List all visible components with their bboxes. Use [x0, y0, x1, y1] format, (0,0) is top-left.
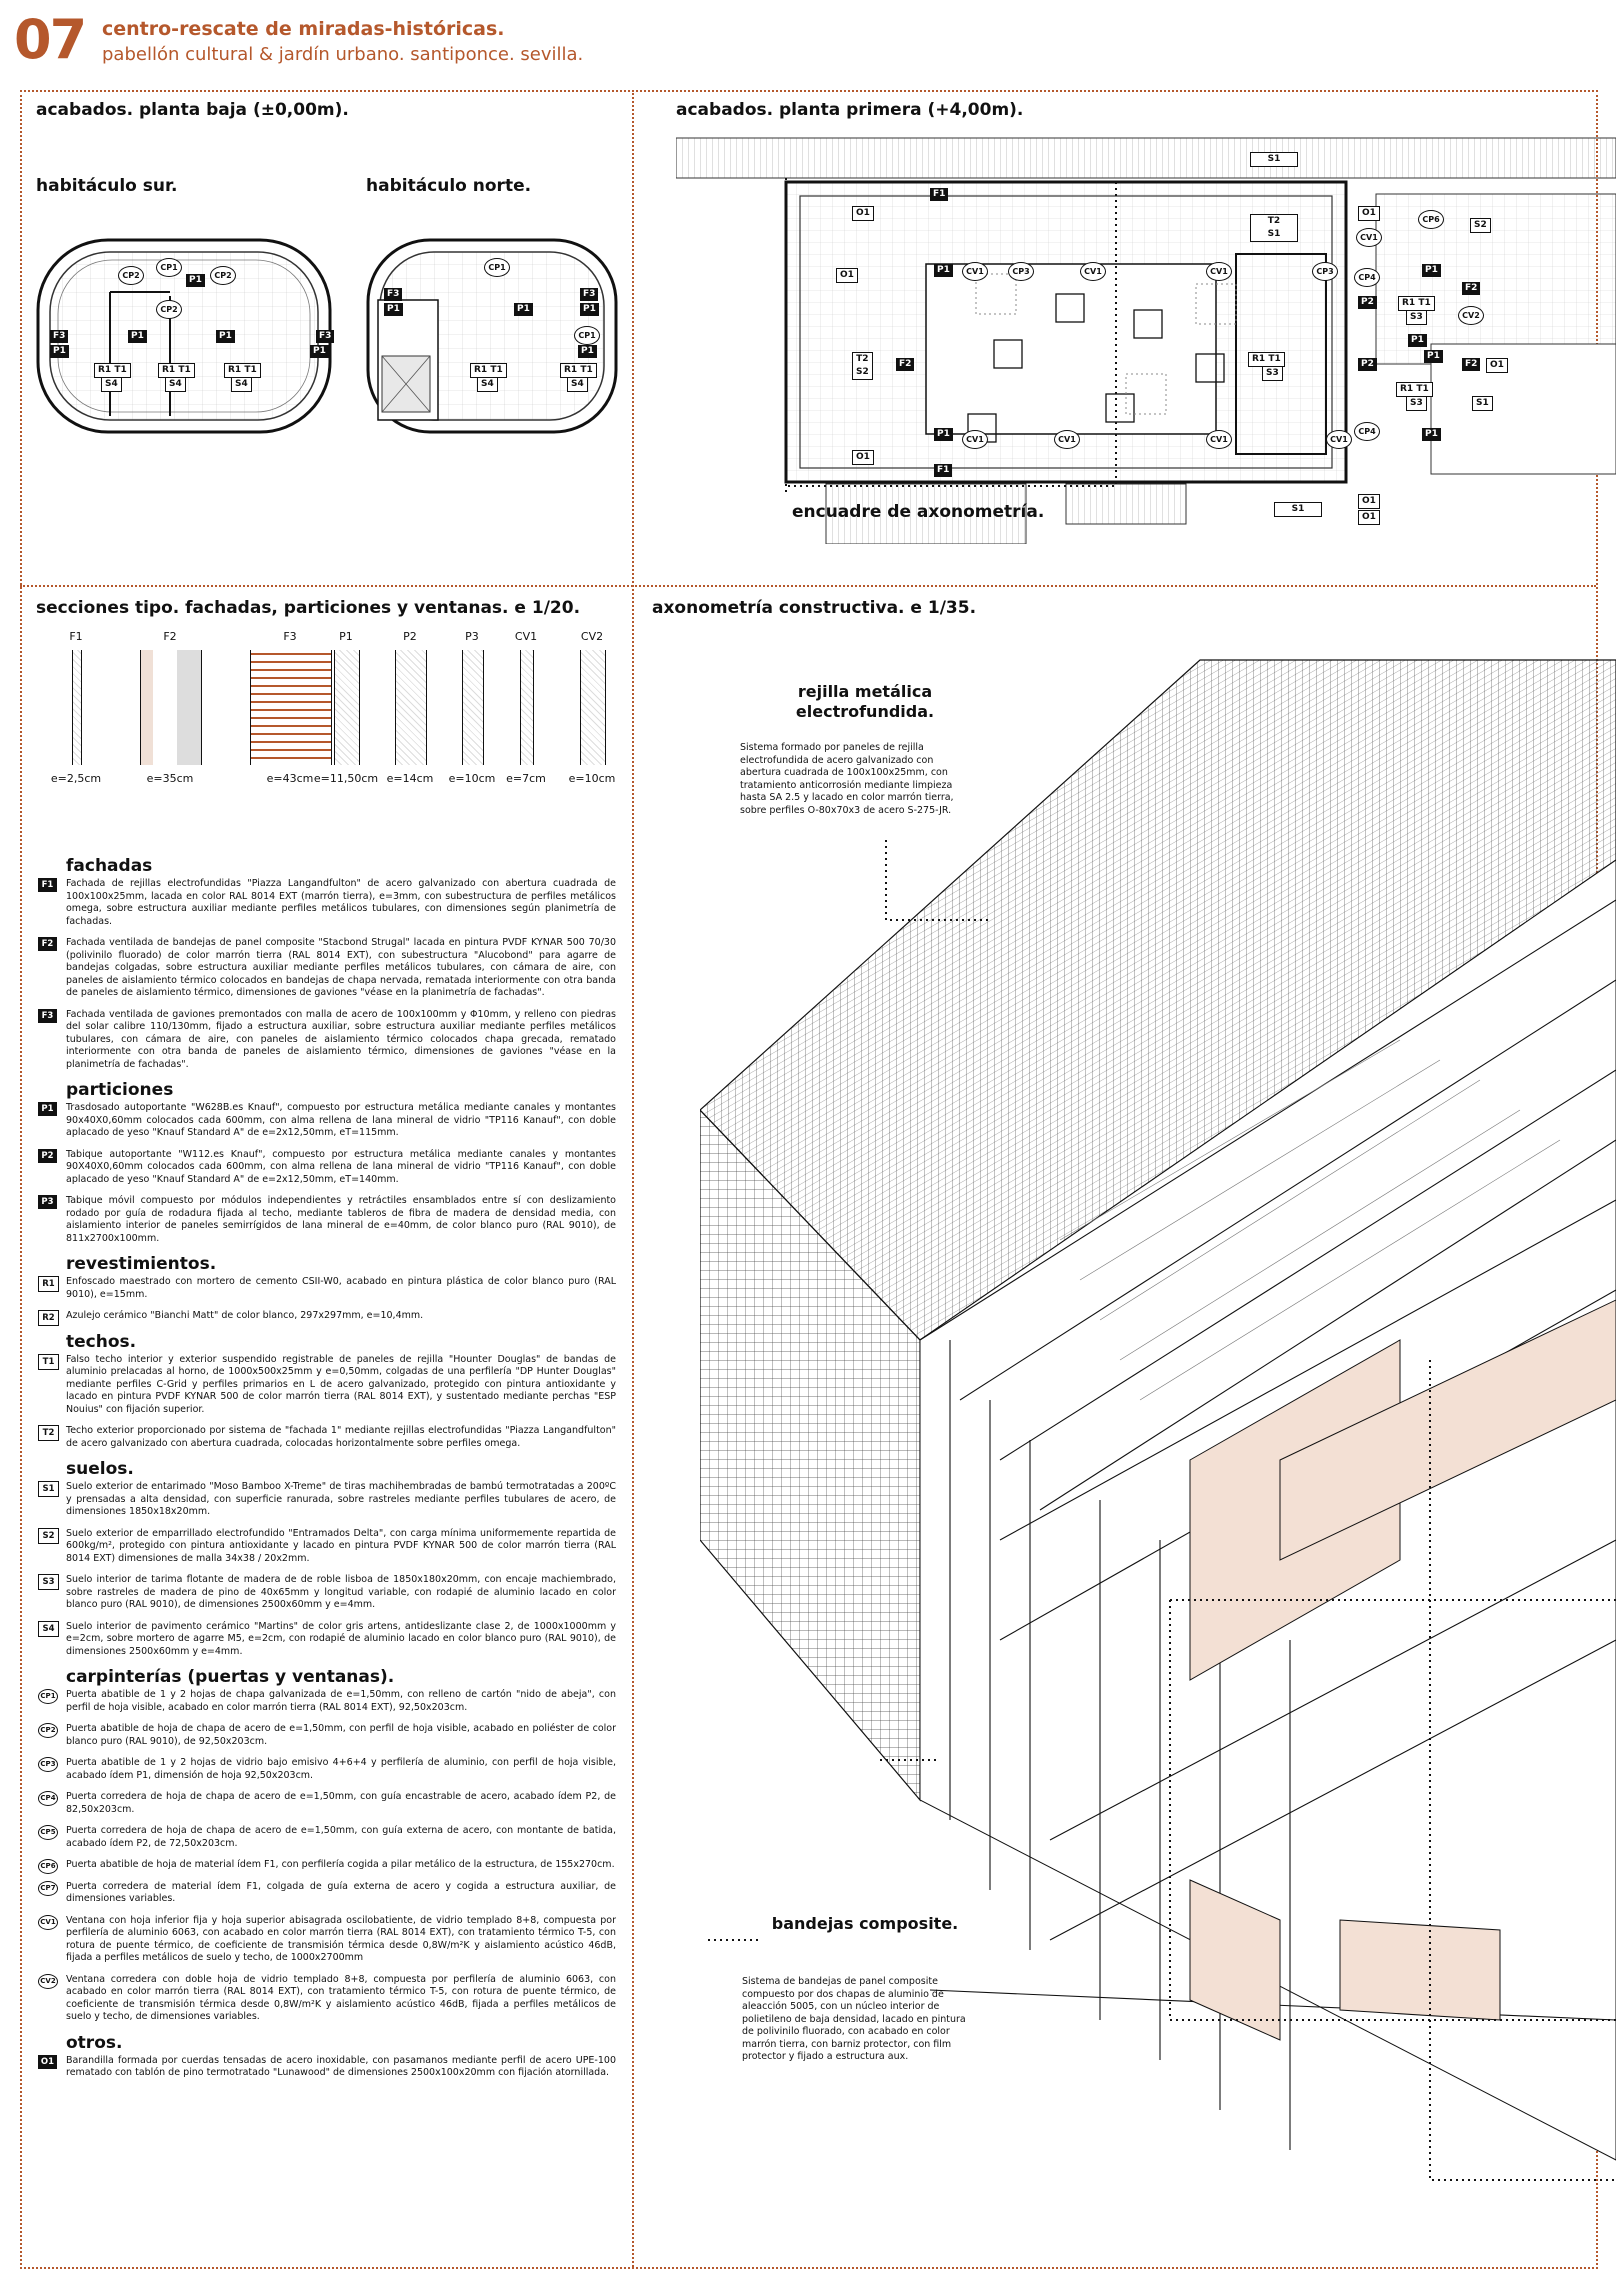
- section-thickness: e=10cm: [568, 772, 616, 785]
- tag-s3: S3: [1262, 366, 1283, 381]
- first-floor-plan: [676, 134, 1616, 544]
- tag-cv2: CV2: [1458, 306, 1484, 325]
- tag-f3: F3: [50, 330, 68, 343]
- tag-p1: P1: [1408, 334, 1427, 347]
- tag-cv1: CV1: [1206, 430, 1232, 449]
- legend-code: F1: [38, 878, 57, 892]
- tag-r1-t1: R1 T1: [1248, 352, 1285, 367]
- tag-s3: S3: [1406, 310, 1427, 325]
- tag-t2-s2: T2 S2: [852, 352, 873, 380]
- legend-text: Puerta corredera de hoja de chapa de acero de e=1,50mm, con guía encastrable de acero, acabado ídem P2, de 82,50x203cm.: [66, 1791, 616, 1815]
- legend-code: S4: [38, 1621, 59, 1637]
- south-room-title: habitáculo sur.: [36, 176, 178, 196]
- tag-cp1: CP1: [574, 326, 600, 345]
- section-drawing-p3: [462, 650, 484, 765]
- legend-text: Techo exterior proporcionado por sistema de "fachada 1" mediante rejillas electrofundidas "Piazza Langandfulton" de acero galvanizado con abertura cuadrada, colocadas horizontalmente sobre perfiles omega.: [66, 1425, 616, 1449]
- legend-item: [38, 1723, 616, 1748]
- tag-p1: P1: [1422, 264, 1441, 277]
- tag-cp3: CP3: [1008, 262, 1034, 281]
- tag-s1: S1: [1250, 152, 1298, 167]
- legend-text: Puerta abatible de hoja de chapa de acero de e=1,50mm, con perfil de hoja visible, acabado en poliéster de color blanco puro (RAL 9010), de 92,50x203cm.: [66, 1723, 616, 1747]
- section-code-p1: P1: [339, 630, 353, 643]
- legend-item: [38, 1825, 616, 1850]
- tag-p1: P1: [514, 303, 533, 316]
- legend-text: Puerta corredera de material ídem F1, colgada de guía externa de acero y cogida a estructura auxiliar, de dimensiones variables.: [66, 1880, 616, 1904]
- legend-text: Enfoscado maestrado con mortero de cemento CSII-W0, acabado en pintura plástica de color blanco puro (RAL 9010), e=15mm.: [66, 1276, 616, 1300]
- tag-cp4: CP4: [1354, 268, 1380, 287]
- legend-code: CP6: [38, 1859, 58, 1874]
- section-code-cv2: CV2: [580, 630, 604, 643]
- tag-f3: F3: [316, 330, 334, 343]
- tag-cp2: CP2: [156, 300, 182, 319]
- section-code-cv1: CV1: [514, 630, 538, 643]
- section-drawing-p1: [334, 650, 360, 765]
- section-code-f1: F1: [69, 630, 83, 643]
- tag-cp1: CP1: [484, 258, 510, 277]
- legend-text: Trasdosado autoportante "W628B.es Knauf", compuesto por estructura metálica mediante canales y montantes 90x40X0,60mm colocados cada 600mm, con alma rellena de lana mineral de vidrio "TP116 Kanauf", con doble aplacado de yeso "Knauf Standard A" de e=2x12,50mm, eT=115mm.: [66, 1102, 616, 1138]
- legend-code: O1: [38, 2055, 57, 2069]
- tag-o1: O1: [852, 206, 874, 221]
- callout-composite-text: Sistema de bandejas de panel composite compuesto por dos chapas de aluminio de aleacción 5005, con un núcleo interior de polietileno de baja densidad, lacado en pintura de polivinilo fluorado, con acabado en color marrón tierra, con barniz protector, con film protector y fijado a estructura aux.: [742, 1976, 966, 2062]
- tag-cv1: CV1: [962, 262, 988, 281]
- legend-item: [38, 1621, 616, 1659]
- section-thickness: e=14cm: [386, 772, 434, 785]
- legend-heading: particiones: [66, 1080, 174, 1100]
- ground-plan-title: acabados. planta baja (±0,00m).: [36, 100, 349, 120]
- legend-text: Puerta abatible de 1 y 2 hojas de chapa galvanizada de e=1,50mm, con relleno de cartón "nido de abeja", con perfil de hoja visible, acabado en color marrón tierra (RAL 8014 EXT), 92,50x203cm.: [66, 1689, 616, 1713]
- legend-text: Suelo interior de tarima flotante de madera de de roble lisboa de 1850x180x20mm, con encaje machiembrado, sobre rastreles de madera de pino de 40x65mm y longitud variable, con rodapié de aluminio lacado en color blanco puro (RAL 9010), de dimensiones 2500x60mm y e=4mm.: [66, 1574, 616, 1610]
- tag-p1: P1: [216, 330, 235, 343]
- section-code-p2: P2: [403, 630, 417, 643]
- legend-text: Suelo exterior de entarimado "Moso Bamboo X-Treme" de tiras machihembradas de bambú termotratadas a 200ºC y prensadas a alta densidad, con superficie ranurada, sobre rastreles mediante perfiles tubulares de acero, de dimensiones 1850x18x20mm.: [66, 1481, 616, 1517]
- legend-heading: techos.: [66, 1331, 137, 1352]
- tag-cv1: CV1: [1080, 262, 1106, 281]
- legend-heading: fachadas: [66, 856, 153, 876]
- tag-p1: P1: [128, 330, 147, 343]
- legend-code: S2: [38, 1528, 59, 1544]
- legend-code: F3: [38, 1009, 57, 1023]
- callout-composite-title: bandejas composite.: [771, 1914, 959, 1933]
- tag-o1: O1: [1358, 494, 1380, 509]
- tag-s3: S3: [1406, 396, 1427, 411]
- section-thickness: e=7cm: [506, 772, 546, 785]
- legend-code: CP3: [38, 1757, 58, 1772]
- legend-text: Fachada de rejillas electrofundidas "Piazza Langandfulton" de acero galvanizado con abertura cuadrada de 100x100x25mm, lacada en color RAL 8014 EXT (marrón tierra), e=3mm, con subestructura de perfiles metálicos omega, sobre estructura auxiliar mediante perfiles metálicos tubulares, con dimensiones según planimetría de fachadas.: [66, 878, 616, 927]
- section-code-p3: P3: [465, 630, 479, 643]
- north-room-title: habitáculo norte.: [366, 176, 532, 196]
- legend-text: Tabique autoportante "W112.es Knauf", compuesto por estructura metálica mediante canales y montantes 90X40X0,60mm colocados cada 600mm, con alma rellena de lana mineral de vidrio "TP116 Kanauf", con doble aplacado de yeso "Knauf Standard A" de e=2x12,50mm, eT=140mm.: [66, 1148, 616, 1185]
- tag-f2: F2: [1462, 282, 1480, 295]
- legend-code: R1: [38, 1276, 59, 1292]
- vertical-divider: [632, 90, 634, 2267]
- tag-s4: S4: [477, 377, 498, 392]
- tag-o1: O1: [836, 268, 858, 283]
- legend-item: [38, 1974, 616, 2024]
- tag-p1: P1: [186, 274, 205, 287]
- legend-code: T2: [38, 1425, 59, 1441]
- tag-s4: S4: [231, 377, 252, 392]
- legend-text: Ventana con hoja inferior fija y hoja superior abisagrada oscilobatiente, de vidrio templado 8+8, compuesta por perfilería de aluminio 6063, con acabado en color marrón tierra (RAL 8014 EXT), con tratamiento térmico T-5, con rotura de puente térmico, de coeficiente de transmisión térmica desde 0,8W/m²K y aislamiento acústico 46dB, fijada a perfiles metálicos de suelo y techo, de 1000x2700mm: [66, 1914, 616, 1963]
- tag-o1: O1: [852, 450, 874, 465]
- legend-text: Fachada ventilada de gaviones premontados con malla de acero de 100x100mm y Φ10mm, y relleno con piedras del solar calibre 110/130mm, fijado a estructura auxiliar, sobre estructura auxiliar mediante perfiles metálicos tubulares, con cámara de aire, con paneles de aislamiento térmico colocados chapa grecada, rematado interiormente con otra banda de paneles de aislamiento térmico, dimensiones de gaviones "véase en la planimetría de fachadas".: [66, 1008, 616, 1070]
- section-thickness: e=43cm: [266, 772, 314, 785]
- axonometry-title: axonometría constructiva. e 1/35.: [652, 598, 977, 618]
- legend-item: [38, 1574, 616, 1612]
- section-code-f2: F2: [163, 630, 177, 643]
- legend-item: [38, 937, 616, 1000]
- horizontal-divider: [20, 585, 1596, 587]
- tag-s1: S1: [1472, 396, 1493, 411]
- tag-cp3: CP3: [1312, 262, 1338, 281]
- legend-item: [38, 1528, 616, 1566]
- legend-code: CP7: [38, 1881, 58, 1896]
- legend-item: [38, 1102, 616, 1140]
- tag-o1: O1: [1358, 206, 1380, 221]
- legend-item: [38, 1859, 616, 1872]
- sections-title: secciones tipo. fachadas, particiones y ventanas. e 1/20.: [36, 598, 581, 618]
- legend-text: Tabique móvil compuesto por módulos independientes y retráctiles ensamblados entre sí con deslizamiento rodado por guía de rodadura fijada al techo, mediante tableros de fibra de madera de densidad media, con aislamiento interior de paneles semirrígidos de lana mineral de e=40mm, de color blanco puro (RAL 9010), de 811x2700x100mm.: [66, 1195, 616, 1244]
- legend-item: [38, 2055, 616, 2080]
- section-drawing-cv2: [580, 650, 606, 765]
- axonometry-frame-label: encuadre de axonometría.: [792, 502, 1045, 522]
- tag-f3: F3: [384, 288, 402, 301]
- first-plan-title: acabados. planta primera (+4,00m).: [676, 100, 1024, 120]
- tag-s4: S4: [567, 377, 588, 392]
- tag-r1-t1: R1 T1: [1398, 296, 1435, 311]
- sheet-number: 07: [14, 8, 86, 71]
- section-thickness: e=35cm: [146, 772, 194, 785]
- tag-s2: S2: [1470, 218, 1491, 233]
- legend-item: [38, 1689, 616, 1714]
- legend-item: [38, 1195, 616, 1245]
- legend-text: Barandilla formada por cuerdas tensadas de acero inoxidable, con pasamanos mediante perfil de acero UPE-100 rematado con tablón de pino termotratado "Lunawood" de dimensiones 2500x100x20mm con fijación atornillada.: [66, 2054, 616, 2078]
- tag-cp6: CP6: [1418, 210, 1444, 229]
- tag-cv1: CV1: [962, 430, 988, 449]
- section-thickness: e=2,5cm: [50, 772, 102, 785]
- legend-code: F2: [38, 937, 57, 951]
- legend-code: P1: [38, 1102, 57, 1116]
- tag-o1: O1: [1358, 510, 1380, 525]
- tag-cp4: CP4: [1354, 422, 1380, 441]
- legend-item: [38, 1481, 616, 1519]
- legend-code: P3: [38, 1195, 57, 1209]
- legend-text: Puerta abatible de 1 y 2 hojas de vidrio bajo emisivo 4+6+4 y perfilería de aluminio, con perfil de hoja visible, acabado ídem P1, dimensión de hoja 92,50x203cm.: [66, 1757, 616, 1781]
- tag-p1: P1: [934, 264, 953, 277]
- tag-cv1: CV1: [1054, 430, 1080, 449]
- legend-code: CP1: [38, 1689, 58, 1704]
- tag-p1: P1: [580, 303, 599, 316]
- tag-p1: P1: [310, 345, 329, 358]
- tag-s1: S1: [1274, 502, 1322, 517]
- legend-item: [38, 1354, 616, 1417]
- tag-t2-s1: T2 S1: [1250, 214, 1298, 242]
- legend-code: CP5: [38, 1825, 58, 1840]
- tag-cv1: CV1: [1206, 262, 1232, 281]
- sheet-title: centro-rescate de miradas-históricas.: [102, 18, 505, 40]
- axonometry-drawing: [700, 640, 1616, 2200]
- legend-item: [38, 1915, 616, 1965]
- legend-item: [38, 1009, 616, 1072]
- tag-cp1: CP1: [156, 258, 182, 277]
- section-code-f3: F3: [283, 630, 297, 643]
- legend-heading: suelos.: [66, 1459, 134, 1479]
- callout-grating-title: rejilla metálica electrofundida.: [795, 682, 935, 721]
- legend-code: CP4: [38, 1791, 58, 1806]
- callout-grating-text: Sistema formado por paneles de rejilla electrofundida de acero galvanizado con abertura cuadrada de 100x100x25mm, con tratamiento anticorrosión mediante limpieza hasta SA 2.5 y lacado en color marrón tierra, sobre perfiles O-80x70x3 de acero S-275-JR.: [740, 742, 954, 816]
- legend-text: Suelo exterior de emparrillado electrofundido "Entramados Delta", con carga mínima uniformemente repartida de 600kg/m², protegido con pintura antioxidante y lacado en pintura PVDF KYNAR 500 de color marrón tierra (RAL 8014 EXT) dimensiones de malla 34x38 / 20x2mm.: [66, 1527, 616, 1564]
- tag-p1: P1: [934, 428, 953, 441]
- section-drawing-f2: [140, 650, 202, 765]
- tag-f3: F3: [580, 288, 598, 301]
- tag-cp2: CP2: [210, 266, 236, 285]
- section-thickness: e=11,50cm: [313, 772, 379, 785]
- tag-cp2: CP2: [118, 266, 144, 285]
- tag-cv1: CV1: [1326, 430, 1352, 449]
- legend-code: CV2: [38, 1974, 58, 1989]
- legend-text: Puerta corredera de hoja de chapa de acero de e=1,50mm, con guía externa de acero, con montante de batida, acabado ídem P2, de 72,50x203cm.: [66, 1825, 616, 1849]
- tag-r1-t1: R1 T1: [158, 363, 195, 378]
- tag-f1: F1: [930, 188, 948, 201]
- legend-code: S1: [38, 1481, 59, 1497]
- legend-heading: otros.: [66, 2032, 123, 2053]
- tag-r1-t1: R1 T1: [560, 363, 597, 378]
- legend-code: R2: [38, 1310, 59, 1326]
- tag-r1-t1: R1 T1: [1396, 382, 1433, 397]
- legend-text: Falso techo interior y exterior suspendido registrable de paneles de rejilla "Hounter Douglas" de bandas de aluminio prelacadas al horno, de 1000x500x25mm y e=0,50mm, colgadas de una perfilería "DP Hunter Douglas" mediante perfiles C-Grid y perfiles primarios en L de acero galvanizado, protegido con pintura antioxidante y lacado en pintura PVDF KYNAR 500 de color marrón tierra (RAL 8014 EXT), y sustentado mediante perchas "ESP Nouius" con fijación superior.: [66, 1353, 616, 1415]
- legend-item: [38, 1310, 616, 1323]
- section-drawing-f1: [72, 650, 82, 765]
- legend: [38, 856, 616, 2089]
- tag-f2: F2: [896, 358, 914, 371]
- tag-r1-t1: R1 T1: [470, 363, 507, 378]
- tag-r1-t1: R1 T1: [94, 363, 131, 378]
- legend-text: Fachada ventilada de bandejas de panel composite "Stacbond Strugal" lacada en pintura PVDF KYNAR 500 70/30 (polivinilo fluorado) de color marrón tierra (RAL 8014 EXT), con subestructura "Alucobond" para agarre de bandejas colgadas, sobre estructura auxiliar mediante perfiles metálicos tubulares, con cámara de aire, con paneles de aislamiento térmico colocados en bandejas de chapa nervada, rematada interiormente con otra banda de paneles de aislamiento térmico, dimensiones de gaviones "véase en la planimetría de fachadas".: [66, 937, 616, 998]
- tag-f1: F1: [934, 464, 952, 477]
- legend-code: T1: [38, 1354, 59, 1370]
- legend-text: Suelo interior de pavimento cerámico "Martins" de color gris artens, antideslizante clase 2, de 1000x1000mm y e=2cm, sobre mortero de agarre M5, e=2cm, con rodapié de aluminio lacado en color blanco puro (RAL 9010), de dimensiones 2500x60mm y e=4mm.: [66, 1620, 616, 1657]
- sheet-subtitle: pabellón cultural & jardín urbano. santiponce. sevilla.: [102, 44, 584, 65]
- legend-text: Puerta abatible de hoja de material ídem F1, con perfilería cogida a pilar metálico de la estructura, de 155x270cm.: [66, 1859, 615, 1870]
- tag-f2: F2: [1462, 358, 1480, 371]
- tag-p1: P1: [384, 303, 403, 316]
- legend-item: [38, 1149, 616, 1187]
- section-drawing-p2: [395, 650, 427, 765]
- legend-text: Azulejo cerámico "Bianchi Matt" de color blanco, 297x297mm, e=10,4mm.: [66, 1310, 424, 1321]
- tag-s4: S4: [165, 377, 186, 392]
- legend-code: S3: [38, 1574, 59, 1590]
- tag-s4: S4: [101, 377, 122, 392]
- legend-item: [38, 1881, 616, 1906]
- legend-item: [38, 1425, 616, 1450]
- tag-p1: P1: [50, 345, 69, 358]
- tag-o1: O1: [1486, 358, 1508, 373]
- tag-p1: P1: [1424, 350, 1443, 363]
- tag-p1: P1: [1422, 428, 1441, 441]
- section-drawing-f3: [250, 650, 332, 765]
- south-room-plan: [34, 236, 334, 436]
- legend-code: CV1: [38, 1915, 58, 1930]
- legend-code: CP2: [38, 1723, 58, 1738]
- tag-p2: P2: [1358, 296, 1377, 309]
- legend-item: [38, 878, 616, 928]
- legend-heading: revestimientos.: [66, 1254, 217, 1274]
- legend-item: [38, 1791, 616, 1816]
- tag-cv1: CV1: [1356, 228, 1382, 247]
- legend-item: [38, 1757, 616, 1782]
- section-thickness: e=10cm: [448, 772, 496, 785]
- tag-r1-t1: R1 T1: [224, 363, 261, 378]
- tag-p2: P2: [1358, 358, 1377, 371]
- section-drawing-cv1: [520, 650, 534, 765]
- legend-code: P2: [38, 1149, 57, 1163]
- legend-text: Ventana corredera con doble hoja de vidrio templado 8+8, compuesta por perfilería de aluminio 6063, con acabado en color marrón tierra (RAL 8014 EXT), con tratamiento térmico T-5, con rotura de puente térmico, de coeficiente de transmisión térmica desde 0,8W/m²K y aislamiento acústico 46dB, fijada a perfiles metálicos de suelo y techo, de dimensiones variables.: [66, 1973, 616, 2022]
- tag-p1: P1: [578, 345, 597, 358]
- legend-item: [38, 1276, 616, 1301]
- legend-heading: carpinterías (puertas y ventanas).: [66, 1667, 395, 1687]
